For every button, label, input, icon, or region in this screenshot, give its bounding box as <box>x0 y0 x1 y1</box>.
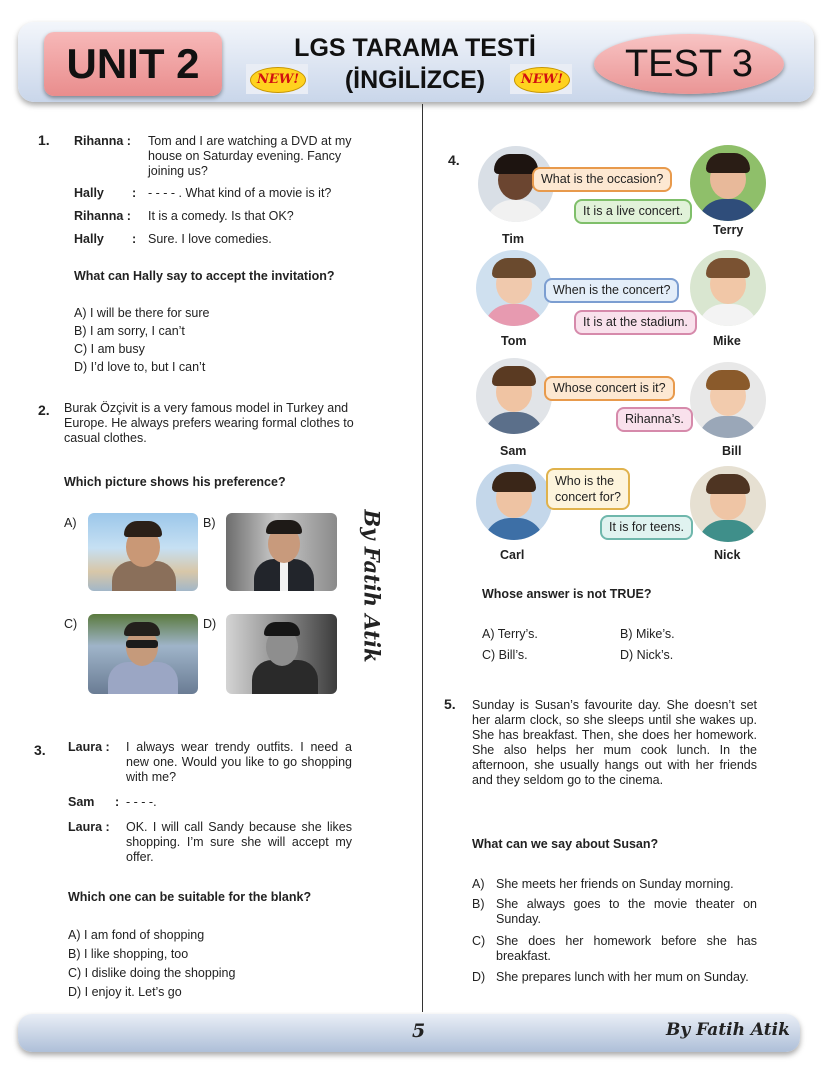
avatar-body <box>698 199 758 221</box>
q4-option-d[interactable]: D) Nick’s. <box>620 648 674 662</box>
q3-speaker-1: Laura : <box>68 740 110 754</box>
title-line-2: (İNGİLİZCE) <box>344 66 486 94</box>
q2-question: Which picture shows his preference? <box>64 475 286 489</box>
title-line-1: LGS TARAMA TESTİ <box>294 34 536 62</box>
avatar-body <box>486 200 546 222</box>
q4-question: Whose answer is not TRUE? <box>482 587 652 601</box>
q1-option-c[interactable]: C) I am busy <box>74 342 145 356</box>
q3-line-2: - - - -. <box>126 795 157 809</box>
q4-name-sam: Sam <box>500 444 527 458</box>
q4-name-tom: Tom <box>501 334 527 348</box>
new-badge-icon: NEW! <box>514 67 570 93</box>
q4-name-carl: Carl <box>500 548 525 562</box>
q1-line-4: Sure. I love comedies. <box>148 232 272 246</box>
q5-question: What can we say about Susan? <box>472 837 659 851</box>
person-shirt <box>280 561 288 591</box>
sunglasses-icon <box>126 640 158 648</box>
avatar-body <box>484 412 544 434</box>
q2-photo-b-formal[interactable] <box>226 513 337 591</box>
q3-speaker-2: Sam <box>68 795 95 809</box>
q5-option-a[interactable]: She meets her friends on Sunday morning. <box>496 877 734 891</box>
q5-option-b-letter: B) <box>472 897 485 911</box>
q1-speaker-1: Rihanna : <box>74 134 131 148</box>
q1-line-3: It is a comedy. Is that OK? <box>148 209 294 223</box>
q5-option-c-letter: C) <box>472 934 486 948</box>
q3-option-b[interactable]: B) I like shopping, too <box>68 947 189 961</box>
avatar-body <box>698 416 758 438</box>
q2-label-b: B) <box>203 516 216 530</box>
q1-colon: : <box>132 232 137 246</box>
q4-bubble-question-4-line-1: Who is the <box>555 474 615 488</box>
q3-colon: : <box>115 795 120 809</box>
q1-option-d[interactable]: D) I’d love to, but I can’t <box>74 360 206 374</box>
q4-number: 4. <box>448 152 460 168</box>
q2-photo-a-casual[interactable] <box>88 513 198 591</box>
q2-label-a: A) <box>64 516 77 530</box>
q1-option-a[interactable]: A) I will be there for sure <box>74 306 210 320</box>
q1-speaker-4: Hally <box>74 232 104 246</box>
test-label: TEST 3 <box>594 34 784 94</box>
q1-speaker-3: Rihanna : <box>74 209 131 223</box>
avatar-hair <box>492 366 536 386</box>
person-jacket <box>108 662 178 694</box>
q2-label-c: C) <box>64 617 78 631</box>
q1-option-b[interactable]: B) I am sorry, I can’t <box>74 324 185 338</box>
q4-option-a[interactable]: A) Terry’s. <box>482 627 538 641</box>
q2-photo-d-casual[interactable] <box>226 614 337 694</box>
avatar-bill <box>690 362 766 438</box>
q5-option-d-letter: D) <box>472 970 486 984</box>
avatar-hair <box>706 258 750 278</box>
q1-question: What can Hally say to accept the invitation? <box>74 269 335 283</box>
person-hair <box>264 622 300 636</box>
q3-speaker-3: Laura : <box>68 820 110 834</box>
avatar-hair <box>706 370 750 390</box>
avatar-hair <box>492 472 536 492</box>
q4-bubble-answer-2: It is at the stadium. <box>574 310 697 335</box>
avatar-sam <box>476 358 552 434</box>
q1-speaker-2: Hally <box>74 186 104 200</box>
q3-question: Which one can be suitable for the blank? <box>68 890 312 904</box>
q3-number: 3. <box>34 742 46 758</box>
person-hair <box>124 622 160 636</box>
new-badge-icon: NEW! <box>250 67 306 93</box>
q4-option-b[interactable]: B) Mike’s. <box>620 627 675 641</box>
q5-option-c[interactable]: She does her homework before she has breakfast. <box>496 934 757 963</box>
avatar-hair <box>706 474 750 494</box>
avatar-body <box>698 520 758 542</box>
person-hair <box>124 521 162 537</box>
q4-option-c[interactable]: C) Bill’s. <box>482 648 528 662</box>
q3-option-d[interactable]: D) I enjoy it. Let’s go <box>68 985 182 999</box>
q4-name-nick: Nick <box>714 548 741 562</box>
q2-photo-c-casual[interactable] <box>88 614 198 694</box>
q4-bubble-answer-4: It is for teens. <box>600 515 693 540</box>
avatar-tom <box>476 250 552 326</box>
q1-number: 1. <box>38 132 50 148</box>
q1-line-1: Tom and I are watching a DVD at my house on Saturday evening. Fancy joining us? <box>148 134 352 178</box>
new-badge-right <box>510 64 572 94</box>
footer-signature: By Fatih Atik <box>666 1020 790 1040</box>
q5-option-a-letter: A) <box>472 877 485 891</box>
q1-line-2: - - - - . What kind of a movie is it? <box>148 186 332 200</box>
q5-number: 5. <box>444 696 456 712</box>
avatar-body <box>484 304 544 326</box>
q3-option-a[interactable]: A) I am fond of shopping <box>68 928 205 942</box>
q3-line-1: I always wear trendy outfits. I need a new one. Would you like to go shopping with me? <box>126 740 352 784</box>
q4-bubble-question-2: When is the concert? <box>544 278 679 303</box>
q4-name-mike: Mike <box>713 334 741 348</box>
column-divider <box>422 104 423 1012</box>
avatar-body <box>698 304 758 326</box>
new-badge-left <box>246 64 308 94</box>
q2-number: 2. <box>38 402 50 418</box>
q2-label-d: D) <box>203 617 217 631</box>
q4-bubble-question-1: What is the occasion? <box>532 167 672 192</box>
unit-label: UNIT 2 <box>44 32 222 96</box>
avatar-body <box>484 518 544 540</box>
q4-bubble-question-4 <box>546 468 630 510</box>
person-hair <box>266 520 302 534</box>
q4-name-tim: Tim <box>502 232 524 246</box>
q4-bubble-answer-3: Rihanna’s. <box>616 407 693 432</box>
q2-text: Burak Özçivit is a very famous model in Turkey and Europe. He always prefers wearing formal clothes to casual clothes. <box>64 401 354 445</box>
q3-option-c[interactable]: C) I dislike doing the shopping <box>68 966 236 980</box>
avatar-mike <box>690 250 766 326</box>
q4-bubble-answer-1: It is a live concert. <box>574 199 692 224</box>
q3-line-3: OK. I will call Sandy because she likes shopping. I’m sure she will accept my offer. <box>126 820 352 864</box>
q4-name-bill: Bill <box>722 444 742 458</box>
q1-colon: : <box>132 186 137 200</box>
page-number: 5 <box>412 1020 426 1042</box>
avatar-nick <box>690 466 766 542</box>
q4-bubble-question-4-line-2: concert for? <box>555 490 622 504</box>
avatar-hair <box>706 153 750 173</box>
avatar-hair <box>492 258 536 278</box>
q5-text: Sunday is Susan’s favourite day. She doesn’t set her alarm clock, so she sleeps until she wakes up. She has breakfast. Then, she does her homework. She also helps her mum cook lunch. In the afternoon, she usually hangs out with her friends and they seldom go to the cinema. <box>472 698 757 787</box>
avatar-hair <box>494 154 538 174</box>
side-signature: By Fatih Atik <box>359 509 385 663</box>
q4-name-terry: Terry <box>713 223 744 237</box>
q5-option-d[interactable]: She prepares lunch with her mum on Sunday. <box>496 970 749 984</box>
avatar-terry <box>690 145 766 221</box>
q4-bubble-question-3: Whose concert is it? <box>544 376 675 401</box>
avatar-carl <box>476 464 552 540</box>
q5-option-b[interactable]: She always goes to the movie theater on Sunday. <box>496 897 757 926</box>
